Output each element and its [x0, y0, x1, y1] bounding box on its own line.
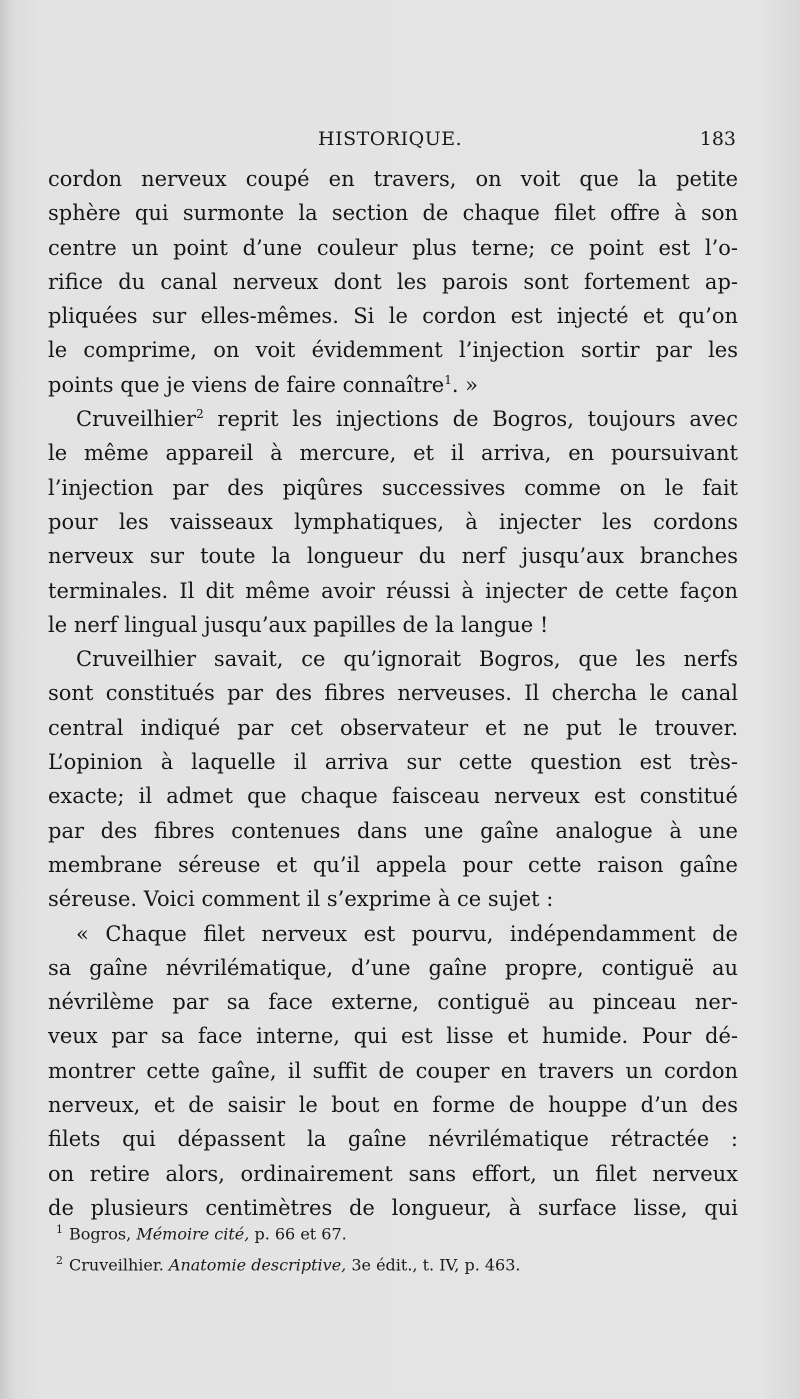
text-line [48, 505, 738, 539]
text-line-content: montrer cette gaîne, il suffit de couper en travers un cordon [48, 1058, 738, 1083]
text-line-content: l’injection par des piqûres successives comme on le fait [48, 475, 738, 500]
text-line [48, 676, 738, 710]
text-line [48, 642, 738, 676]
running-head [48, 128, 736, 160]
text-line-content: centre un point d’une couleur plus terne; ce point est l’o- [48, 235, 738, 260]
text-line [48, 299, 738, 333]
text-line-content: sa gaîne névrilématique, d’une gaîne propre, contiguë au [48, 955, 738, 980]
text-line [48, 196, 738, 230]
text-line [48, 985, 738, 1019]
running-title: HISTORIQUE. [318, 128, 463, 150]
text-line-content: exacte; il admet que chaque faisceau nerveux est constitué [48, 784, 738, 809]
text-line-content: de plusieurs centimètres de longueur, à surface lisse, qui [48, 1195, 738, 1220]
text-line [48, 779, 738, 813]
text-line [48, 745, 738, 779]
text-line [48, 265, 738, 299]
text-line-content: on retire alors, ordinairement sans effort, un filet nerveux [48, 1161, 738, 1186]
text-line-content: filets qui dépassent la gaîne névrilématique rétractée : [48, 1127, 738, 1152]
footnote [48, 1216, 738, 1247]
text-line-content: cordon nerveux coupé en travers, on voit que la petite [48, 167, 738, 191]
text-line-content: pliquées sur elles-mêmes. Si le cordon est injecté et qu’on [48, 304, 738, 329]
text-line [48, 436, 738, 470]
text-line-content: « Chaque filet nerveux est pourvu, indépendamment de [76, 921, 738, 946]
text-line [48, 402, 738, 436]
text-line-content: points que je viens de faire connaître [48, 372, 445, 397]
text-line-content: veux par sa face interne, qui est lisse et humide. Pour dé- [48, 1024, 738, 1049]
text-line-content: le même appareil à mercure, et il arriva, en poursuivant [48, 441, 738, 466]
text-line-content: central indiqué par cet observateur et ne put le trouver. [48, 715, 738, 740]
footnote-author: Bogros, [69, 1224, 132, 1244]
text-line [48, 848, 738, 882]
text-line-content: le comprime, on voit évidemment l’injection sortir par les [48, 338, 738, 363]
text-line-content: terminales. Il dit même avoir réussi à injecter de cette façon [48, 578, 738, 603]
text-line [48, 574, 738, 608]
text-line-content: sphère qui surmonte la section de chaque filet offre à son [48, 201, 738, 226]
text-line [48, 1122, 738, 1156]
page-number: 183 [699, 128, 736, 150]
footnote-reference: 2 [196, 407, 204, 422]
text-line-content: pour les vaisseaux lymphatiques, à injecter les cordons [48, 509, 738, 534]
text-line-content: rifice du canal nerveux dont les parois sont fortement ap- [48, 269, 738, 294]
text-line-content: nerveux sur toute la longueur du nerf jusqu’aux branches [48, 544, 738, 569]
text-line [48, 1019, 738, 1053]
text-line [48, 882, 738, 916]
text-line-continuation: . » [451, 372, 479, 397]
text-line [48, 951, 738, 985]
text-line-content: névrilème par sa face externe, contiguë au pinceau ner- [48, 990, 738, 1015]
footnotes [48, 1216, 738, 1279]
text-line [48, 917, 738, 951]
text-line [48, 471, 738, 505]
text-line-content: nerveux, et de saisir le bout en forme de houppe d’un des [48, 1093, 738, 1118]
text-line-content: par des fibres contenues dans une gaîne analogue à une [48, 818, 738, 843]
text-line-content: sont constitués par des fibres nerveuses. Il chercha le canal [48, 681, 738, 706]
text-line-content: séreuse. Voici comment il s’exprime à ce sujet : [48, 887, 554, 912]
text-line-continuation: reprit les injections de Bogros, toujours avec [203, 407, 738, 432]
text-line [48, 539, 738, 573]
text-line [48, 1157, 738, 1191]
text-line-content: Cruveilhier savait, ce qu’ignorait Bogros, que les nerfs [76, 647, 738, 672]
footnote-mark: 2 [56, 1254, 63, 1268]
text-line [48, 608, 738, 642]
footnote-title: Mémoire cité, [136, 1224, 250, 1244]
text-line-content: L’opinion à laquelle il arriva sur cette question est très- [48, 750, 738, 775]
text-line [48, 1054, 738, 1088]
text-line-content: le nerf lingual jusqu’aux papilles de la langue ! [48, 612, 549, 637]
footnote-mark: 1 [56, 1223, 63, 1236]
text-line [48, 333, 738, 367]
text-line [48, 162, 738, 196]
text-line [48, 231, 738, 265]
text-line [48, 368, 738, 402]
text-line-content: Cruveilhier [76, 407, 197, 432]
body-text [48, 162, 738, 1225]
footnote-reference-text: p. 66 et 67. [254, 1224, 347, 1244]
footnote-title: Anatomie descriptive, [168, 1255, 347, 1275]
text-line-content: membrane séreuse et qu’il appela pour cette raison gaîne [48, 852, 738, 877]
footnote-reference-text: 3e édit., t. IV, p. 463. [351, 1255, 521, 1275]
text-line [48, 814, 738, 848]
footnote-reference: 1 [444, 372, 452, 387]
text-line [48, 711, 738, 745]
footnote [48, 1247, 738, 1278]
footnote-author: Cruveilhier. [69, 1255, 164, 1275]
text-line [48, 1088, 738, 1122]
